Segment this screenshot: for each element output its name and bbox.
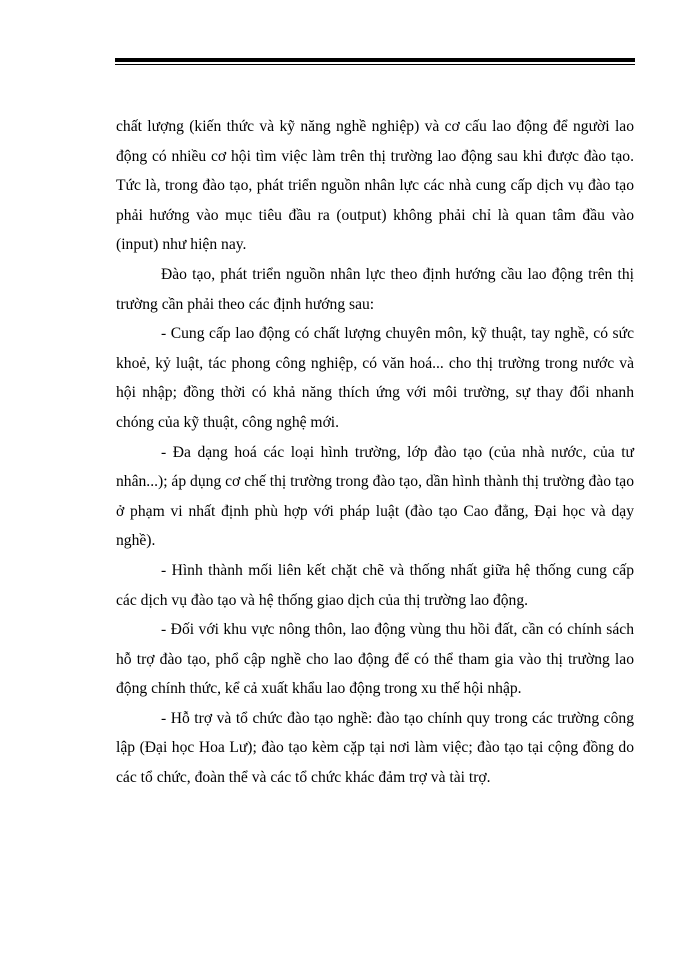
header-rule — [115, 58, 635, 65]
paragraph-bullet-2: - Đa dạng hoá các loại hình trường, lớp đào tạo (của nhà nước, của tư nhân...); áp dụng cơ chế thị trường trong đào tạo, dần hình thành thị trường đào tạo ở phạm vi nhất định phù hợp với pháp luật (đào tạo Cao đẳng, Đại học và dạy nghề). — [116, 443, 635, 550]
paragraph-intro: Đào tạo, phát triển nguồn nhân lực theo định hướng cầu lao động trên thị trường cần phải theo các định hướng sau: — [116, 265, 634, 313]
paragraph-bullet-1: - Cung cấp lao động có chất lượng chuyên môn, kỹ thuật, tay nghề, có sức khoẻ, kỷ luật, tác phong công nghiệp, có văn hoá... cho thị trường trong nước và hội nhập; đồng thời có khả năng thích ứng với môi trường, sự thay đổi nhanh chóng của kỹ thuật, công nghệ mới. — [116, 325, 634, 431]
header-rule-thin — [115, 64, 635, 65]
paragraph-bullet-5: - Hỗ trợ và tổ chức đào tạo nghề: đào tạo chính quy trong các trường công lập (Đại học Hoa Lư); đào tạo kèm cặp tại nơi làm việc; đào tạo tại cộng đồng do các tổ chức, đoàn thể và các tổ chức khác đảm trợ và tài trợ. — [116, 709, 634, 787]
header-rule-thick — [115, 58, 635, 62]
paragraph-bullet-4: - Đối với khu vực nông thôn, lao động vùng thu hồi đất, cần có chính sách hỗ trợ đào tạo, phổ cập nghề cho lao động để có thể tham gia vào thị trường lao động chính thức, kể cả xuất khẩu lao động trong xu thế hội nhập. — [116, 621, 634, 698]
paragraph-continuation: chất lượng (kiến thức và kỹ năng nghề nghiệp) và cơ cấu lao động để người lao động có nhiều cơ hội tìm việc làm trên thị trường lao động sau khi được đào tạo. Tức là, trong đào tạo, phát triển nguồn nhân lực các nhà cung cấp dịch vụ đào tạo phải hướng vào mục tiêu đầu ra (output) không phải chỉ là quan tâm đầu vào (input) như hiện nay. — [116, 118, 634, 254]
body-text — [116, 112, 634, 793]
paragraph-bullet-3: - Hình thành mối liên kết chặt chẽ và thống nhất giữa hệ thống cung cấp các dịch vụ đào tạo và hệ thống giao dịch của thị trường lao động. — [116, 561, 634, 609]
